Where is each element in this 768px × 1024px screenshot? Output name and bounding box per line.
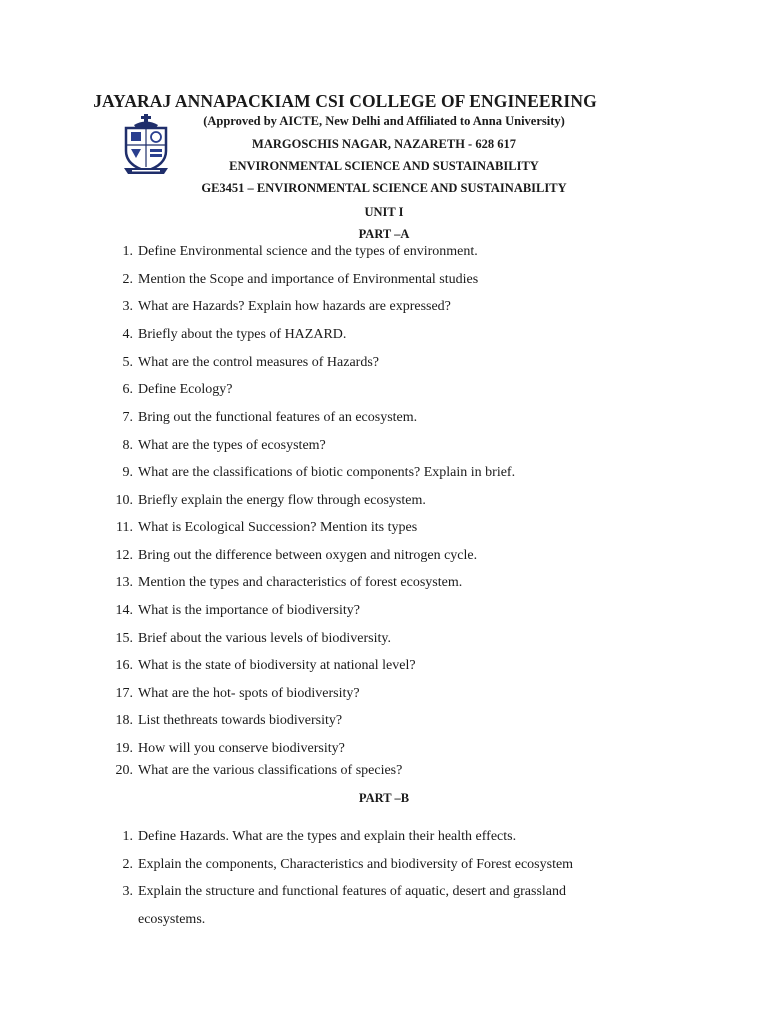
question-number: 20. <box>115 763 133 778</box>
course-code-line: GE3451 – ENVIRONMENTAL SCIENCE AND SUSTAINABILITY <box>201 181 567 195</box>
question-number: 13. <box>115 575 133 590</box>
question-number: 1. <box>122 829 133 844</box>
question-text: Bring out the functional features of an ecosystem. <box>138 410 418 425</box>
question-text: ecosystems. <box>138 912 206 927</box>
question-number: 6. <box>122 382 133 397</box>
question-text: Briefly explain the energy flow through ecosystem. <box>138 493 426 508</box>
part-b-heading: PART –B <box>358 791 410 805</box>
question-text: Briefly about the types of HAZARD. <box>138 327 347 342</box>
question-number: 3. <box>122 299 133 314</box>
question-text: How will you conserve biodiversity? <box>138 741 345 756</box>
question-number: 8. <box>122 438 133 453</box>
question-number: 4. <box>122 327 133 342</box>
question-number: 10. <box>115 493 133 508</box>
address-line: MARGOSCHIS NAGAR, NAZARETH - 628 617 <box>252 137 516 151</box>
question-number: 2. <box>122 857 133 872</box>
part-a-heading: PART –A <box>358 227 410 241</box>
approval-line: (Approved by AICTE, New Delhi and Affiliated to Anna University) <box>203 114 565 128</box>
question-text: Brief about the various levels of biodiversity. <box>138 631 391 646</box>
question-number: 16. <box>115 658 133 673</box>
question-number: 11. <box>116 520 133 535</box>
question-text: What is the importance of biodiversity? <box>138 603 360 618</box>
question-number: 19. <box>115 741 133 756</box>
question-text: What are the various classifications of species? <box>138 763 403 778</box>
question-text: What are the types of ecosystem? <box>138 438 326 453</box>
question-text: Mention the Scope and importance of Environmental studies <box>138 272 479 287</box>
department-line: ENVIRONMENTAL SCIENCE AND SUSTAINABILITY <box>229 159 539 173</box>
question-text: What are the classifications of biotic components? Explain in brief. <box>138 465 516 480</box>
question-text: Define Hazards. What are the types and explain their health effects. <box>138 829 517 844</box>
question-number: 17. <box>115 686 133 701</box>
question-text: Explain the structure and functional features of aquatic, desert and grassland <box>138 884 567 899</box>
question-text: What are the control measures of Hazards? <box>138 355 379 370</box>
question-number: 2. <box>122 272 133 287</box>
question-number: 5. <box>122 355 133 370</box>
college-name: JAYARAJ ANNAPACKIAM CSI COLLEGE OF ENGINEERING <box>93 91 597 111</box>
question-number: 12. <box>115 548 133 563</box>
question-text: What are the hot- spots of biodiversity? <box>138 686 360 701</box>
question-text: Define Ecology? <box>138 382 233 397</box>
question-number: 9. <box>122 465 133 480</box>
question-text: Define Environmental science and the types of environment. <box>138 244 478 259</box>
question-number: 14. <box>115 603 133 618</box>
question-number: 18. <box>115 713 133 728</box>
question-text: Explain the components, Characteristics and biodiversity of Forest ecosystem <box>138 857 574 872</box>
question-text: Mention the types and characteristics of forest ecosystem. <box>138 575 463 590</box>
question-number: 7. <box>122 410 133 425</box>
question-number: 1. <box>122 244 133 259</box>
question-text: Bring out the difference between oxygen and nitrogen cycle. <box>138 548 478 563</box>
question-number: 3. <box>122 884 133 899</box>
question-text: What is Ecological Succession? Mention its types <box>138 520 418 535</box>
unit-heading: UNIT I <box>364 205 404 219</box>
question-text: List thethreats towards biodiversity? <box>138 713 343 728</box>
question-text: What are Hazards? Explain how hazards are expressed? <box>138 299 451 314</box>
question-text: What is the state of biodiversity at national level? <box>138 658 416 673</box>
question-number: 15. <box>115 631 133 646</box>
